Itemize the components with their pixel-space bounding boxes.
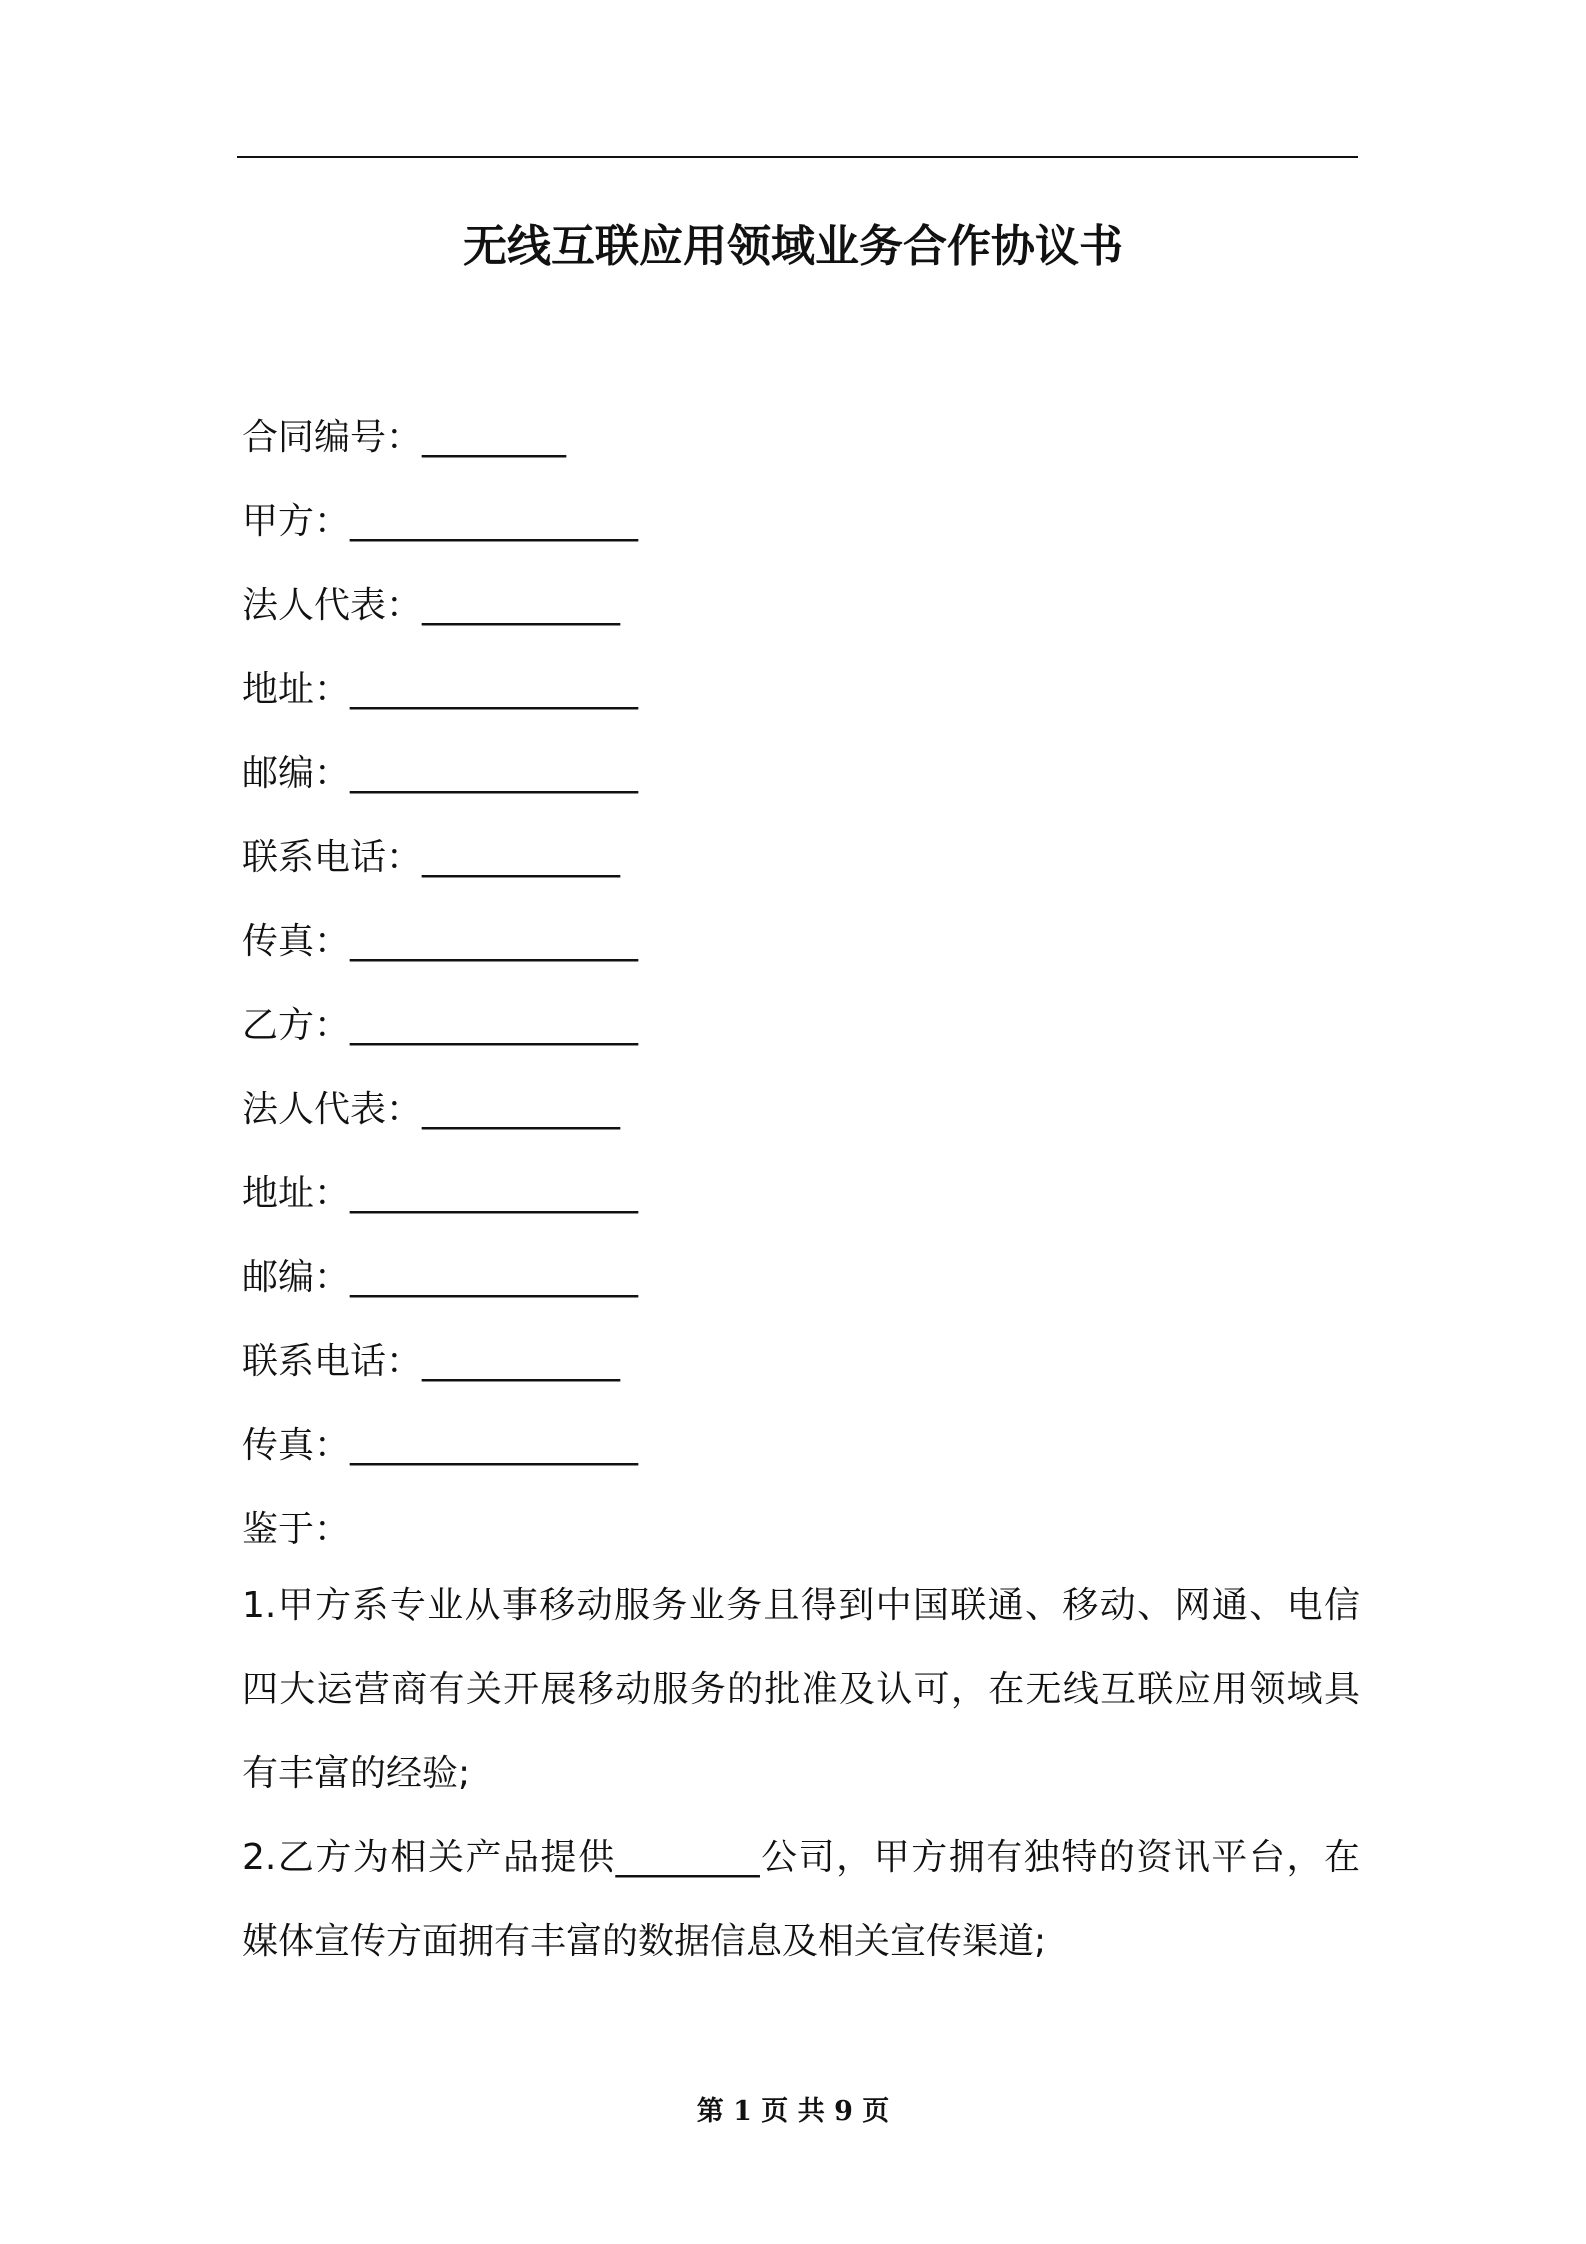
body-line: 2.乙方为相关产品提供________公司，甲方拥有独特的资讯平台，在 <box>242 1837 1360 1878</box>
body-line: 有丰富的经验; <box>242 1753 471 1794</box>
field-party-b-address: 地址：________________ <box>242 1173 639 1214</box>
field-party-b-fax: 传真：________________ <box>242 1425 639 1466</box>
field-party-a-address: 地址：________________ <box>242 669 639 710</box>
whereas-heading: 鉴于： <box>242 1509 351 1550</box>
body-line: 1.甲方系专业从事移动服务业务且得到中国联通、移动、网通、电信 <box>242 1585 1360 1626</box>
field-party-a-postcode: 邮编：________________ <box>242 753 639 794</box>
field-party-a: 甲方：________________ <box>242 501 639 542</box>
field-party-a-phone: 联系电话：___________ <box>242 837 621 878</box>
body-line: 四大运营商有关开展移动服务的批准及认可，在无线互联应用领域具 <box>242 1669 1360 1710</box>
document-title: 无线互联应用领域业务合作协议书 <box>463 221 1123 272</box>
page-footer: 第 1 页 共 9 页 <box>696 2096 890 2127</box>
body-line: 媒体宣传方面拥有丰富的数据信息及相关宣传渠道; <box>242 1921 1047 1962</box>
field-contract-number: 合同编号：________ <box>242 417 567 458</box>
field-party-a-fax: 传真：________________ <box>242 921 639 962</box>
field-party-a-legal-rep: 法人代表：___________ <box>242 585 621 626</box>
field-party-b: 乙方：________________ <box>242 1005 639 1046</box>
field-party-b-legal-rep: 法人代表：___________ <box>242 1089 621 1130</box>
field-party-b-postcode: 邮编：________________ <box>242 1257 639 1298</box>
header-rule <box>237 156 1358 158</box>
recitals-body <box>242 1574 1360 1994</box>
party-info-fields <box>242 406 1362 1582</box>
field-party-b-phone: 联系电话：___________ <box>242 1341 621 1382</box>
